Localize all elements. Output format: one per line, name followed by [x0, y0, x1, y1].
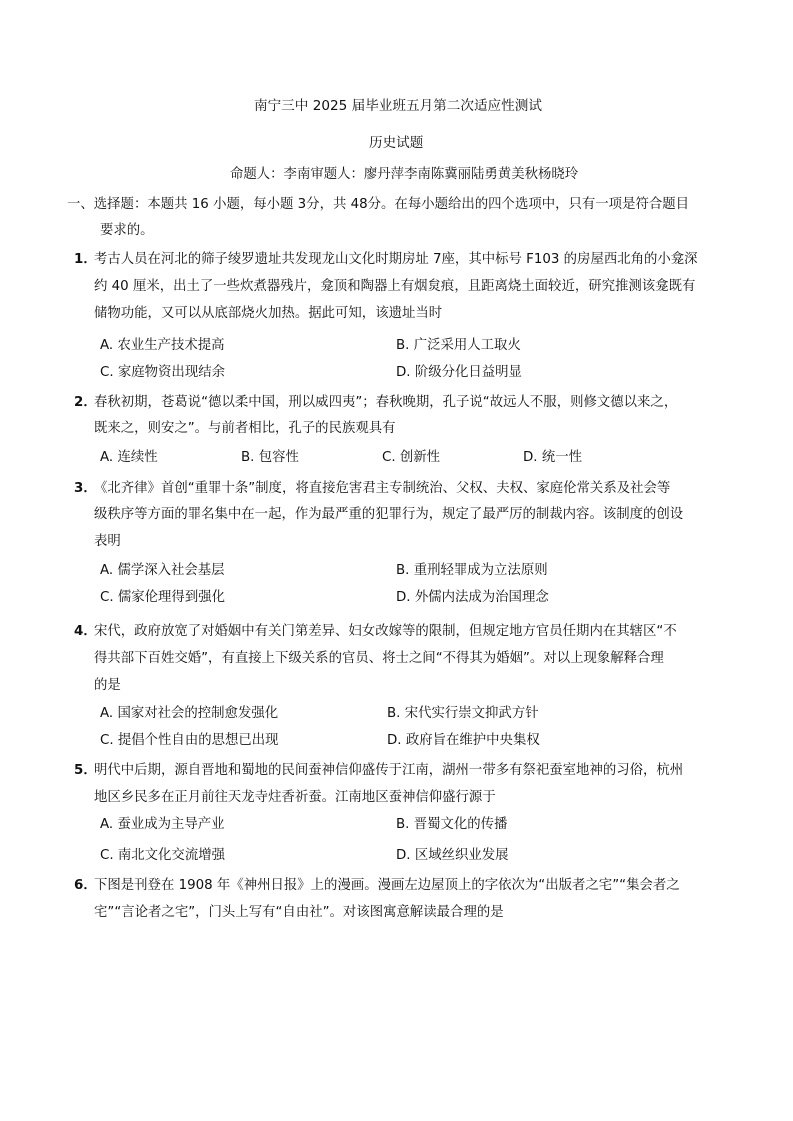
- question-number: 1．: [74, 252, 97, 267]
- option-d[interactable]: D. 统一性: [523, 450, 582, 465]
- option-c[interactable]: C. 家庭物资出现结余: [100, 365, 225, 380]
- question-text: 春秋初期，苍葛说“德以柔中国，刑以威四夷”；春秋晚期，孔子说“故远人不服，则修文德以来之，: [94, 395, 678, 410]
- option-b[interactable]: B. 广泛采用人工取火: [396, 338, 521, 353]
- option-d[interactable]: D. 阶级分化日益明显: [396, 365, 522, 380]
- question-text: 宋代，政府放宽了对婚姻中有关门第差异、妇女改嫁等的限制，但规定地方官员任期内在其辖区“不: [94, 624, 677, 639]
- option-d[interactable]: D. 区域丝织业发展: [396, 848, 509, 863]
- question-text: 地区乡民多在正月前往天龙寺炷香祈蚕。江南地区蚕神信仰盛行源于: [94, 790, 496, 805]
- question-number: 5．: [74, 763, 97, 778]
- section-instructions-cont: 要求的。: [100, 223, 154, 238]
- option-b[interactable]: B. 晋蜀文化的传播: [396, 817, 508, 832]
- exam-authors: 命题人：李南审题人：廖丹萍李南陈冀丽陆勇黄美秋杨晓玲: [230, 167, 579, 182]
- option-a[interactable]: A. 蚕业成为主导产业: [100, 817, 225, 832]
- question-number: 6．: [74, 878, 97, 893]
- question-number: 3．: [74, 481, 97, 496]
- option-c[interactable]: C. 南北文化交流增强: [100, 848, 225, 863]
- option-c[interactable]: C. 提倡个性自由的思想已出现: [100, 733, 279, 748]
- option-c[interactable]: C. 创新性: [382, 450, 441, 465]
- option-b[interactable]: B. 包容性: [241, 450, 299, 465]
- question-text: 得共部下百姓交婚”，有直接上下级关系的官员、将士之间“不得其为婚姻”。对以上现象解释合理: [94, 651, 664, 666]
- question-text: 表明: [94, 534, 121, 549]
- question-text: 的是: [94, 678, 121, 693]
- question-text: 明代中后期，源自晋地和蜀地的民间蚕神信仰盛传于江南，湖州一带多有祭祀蚕室地神的习俗，杭州: [94, 763, 684, 778]
- question-text: 约 40 厘米，出土了一些炊煮器残片，龛顶和陶器上有烟炱痕，且距离烧土面较近，研究推测该龛既有: [94, 279, 696, 294]
- exam-title: 南宁三中 2025 届毕业班五月第二次适应性测试: [254, 98, 542, 114]
- question-text: 下图是刊登在 1908 年《神州日报》上的漫画。漫画左边屋顶上的字依次为“出版者之宅”“集会者之: [94, 878, 680, 893]
- question-text: 既来之，则安之”。与前者相比，孔子的民族观具有: [94, 421, 396, 436]
- question-text: 宅”“言论者之宅”，门头上写有“自由社”。对该图寓意解读最合理的是: [94, 905, 504, 920]
- option-a[interactable]: A. 国家对社会的控制愈发强化: [100, 706, 279, 721]
- option-a[interactable]: A. 儒学深入社会基层: [100, 563, 225, 578]
- question-text: 级秩序等方面的罪名集中在一起，作为最严重的犯罪行为，规定了最严厉的制裁内容。该制度的创设: [94, 507, 684, 522]
- question-text: 储物功能，又可以从底部烧火加热。据此可知，该遗址当时: [94, 306, 443, 321]
- option-a[interactable]: A. 农业生产技术提高: [100, 338, 225, 353]
- option-d[interactable]: D. 政府旨在维护中央集权: [387, 733, 540, 748]
- question-text: 《北齐律》首创“重罪十条”制度，将直接危害君主专制统治、父权、夫权、家庭伦常关系及社会等: [94, 481, 671, 496]
- question-number: 4．: [74, 624, 97, 639]
- question-text: 考古人员在河北的筛子绫罗遗址共发现龙山文化时期房址 7座，其中标号 F103 的房屋西北角的小龛深: [94, 252, 698, 267]
- option-a[interactable]: A. 连续性: [100, 450, 158, 465]
- exam-subtitle: 历史试题: [369, 135, 424, 151]
- option-d[interactable]: D. 外儒内法成为治国理念: [396, 590, 549, 605]
- option-c[interactable]: C. 儒家伦理得到强化: [100, 590, 225, 605]
- option-b[interactable]: B. 重刑轻罪成为立法原则: [396, 563, 548, 578]
- question-number: 2．: [74, 395, 97, 410]
- option-b[interactable]: B. 宋代实行崇文抑武方针: [387, 706, 539, 721]
- section-instructions: 一、选择题：本题共 16 小题，每小题 3分，共 48分。在每小题给出的四个选项中，只有一项是符合题目: [67, 197, 690, 212]
